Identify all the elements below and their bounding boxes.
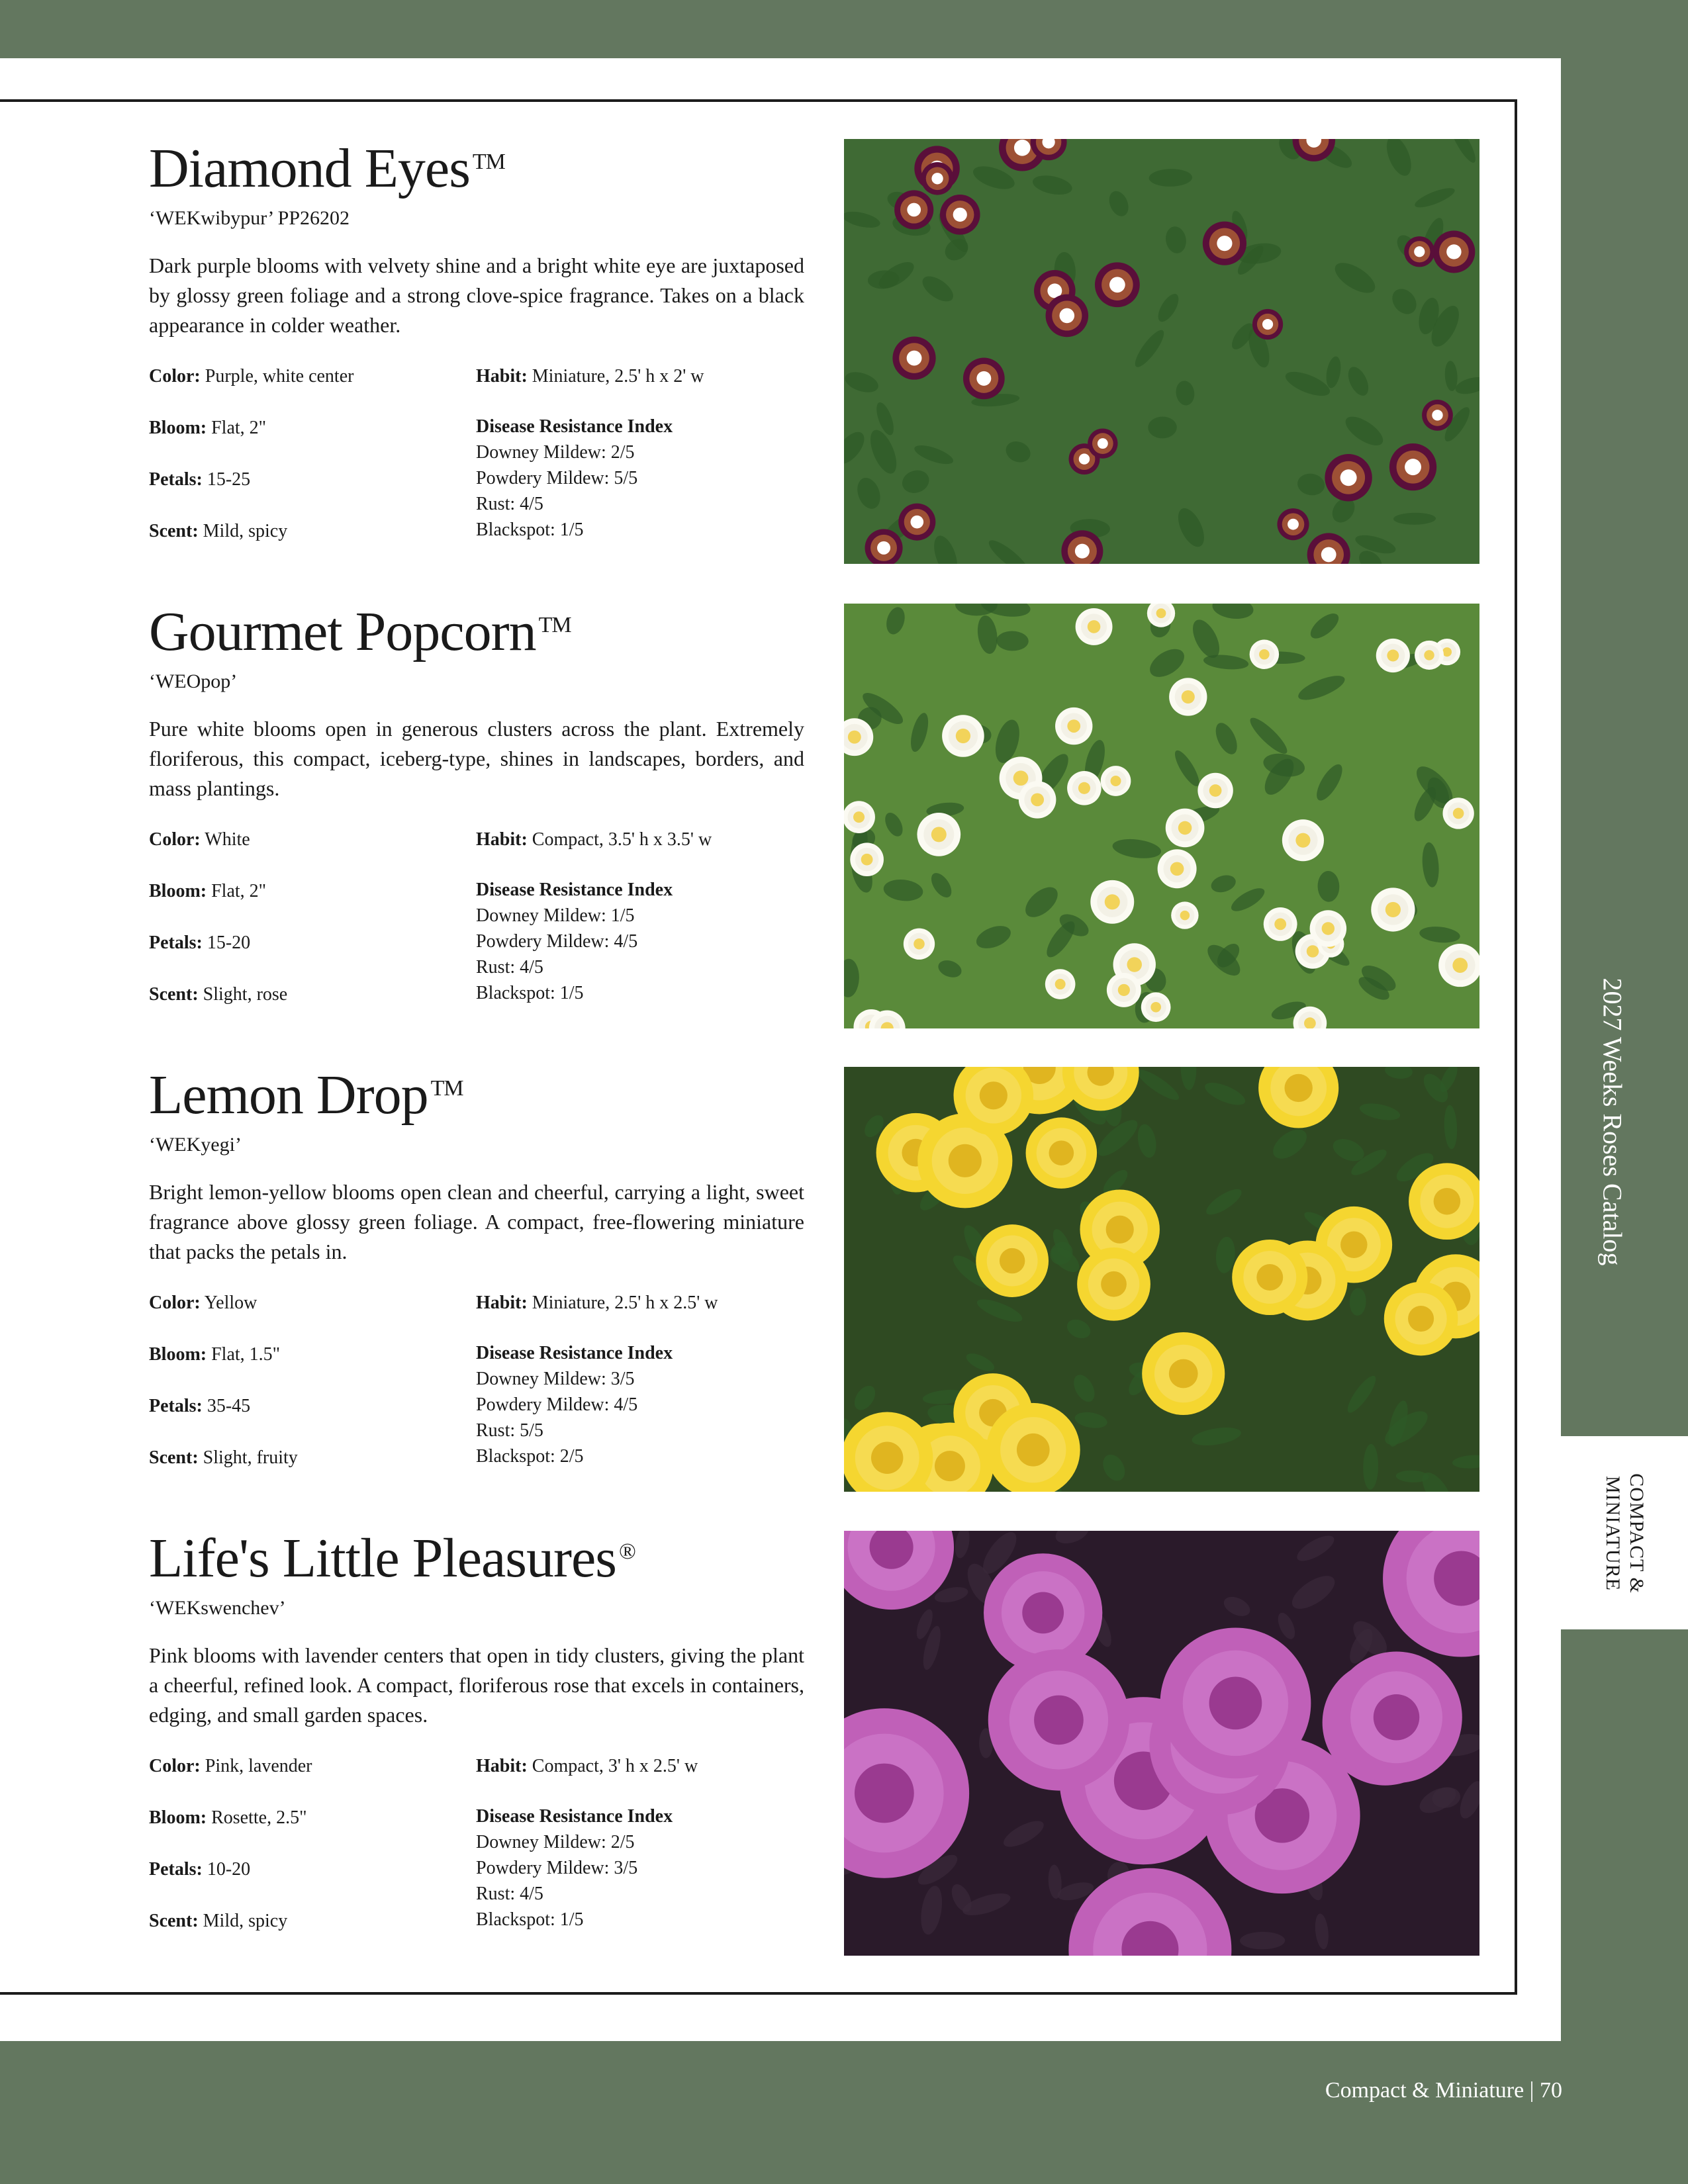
dri-downey: Downey Mildew: 1/5 [476, 905, 635, 926]
dri-rust: Rust: 4/5 [476, 494, 543, 514]
rose-description: Pure white blooms open in generous clusters across the plant. Extremely floriferous, this compact, iceberg-type, shines in landscapes, borders, and mass plantings. [149, 717, 804, 800]
spec-petals: Petals: 35-45 [149, 1396, 251, 1416]
dri-heading: Disease Resistance Index [476, 416, 673, 437]
rose-description: Pink blooms with lavender centers that open in tidy clusters, giving the plant a cheerful, refined look. A compact, floriferous rose that excels in containers, edging, and small garden spaces. [149, 1643, 804, 1727]
disease-resistance-index [476, 1803, 673, 1933]
dri-downey: Downey Mildew: 2/5 [476, 1832, 635, 1852]
rose-photo-image [844, 1531, 1479, 1956]
spec-scent: Scent: Slight, fruity [149, 1447, 298, 1468]
rose-description: Dark purple blooms with velvety shine and a bright white eye are juxtaposed by glossy green foliage and a strong clove-spice fragrance. Takes on a black appearance in colder weather. [149, 253, 804, 337]
rose-entry [149, 1062, 804, 1486]
rose-code: ‘WEOpop’ [149, 670, 238, 692]
disease-resistance-index [476, 414, 673, 543]
rose-photo [844, 1531, 1479, 1956]
rose-photo-image [844, 604, 1479, 1028]
spec-petals: Petals: 15-25 [149, 469, 251, 490]
page-footer: Compact & Miniature | 70 [1325, 2078, 1562, 2103]
disease-resistance-index [476, 1340, 673, 1469]
spec-color: Color: Yellow [149, 1293, 258, 1313]
trademark-mark: TM [430, 1076, 463, 1101]
dri-heading: Disease Resistance Index [476, 880, 673, 900]
dri-downey: Downey Mildew: 2/5 [476, 442, 635, 463]
spec-bloom: Bloom: Flat, 2" [149, 881, 267, 901]
rose-photo [844, 604, 1479, 1028]
trademark-mark: TM [472, 150, 505, 174]
rose-photo [844, 1067, 1479, 1492]
dri-powdery: Powdery Mildew: 5/5 [476, 468, 638, 488]
spec-color: Color: Pink, lavender [149, 1756, 312, 1776]
rose-name: Life's Little Pleasures ® [149, 1527, 635, 1589]
rose-photo-image [844, 139, 1479, 564]
rose-code: ‘WEKwibypur’ PP26202 [149, 207, 350, 229]
dri-rust: Rust: 4/5 [476, 957, 543, 978]
dri-heading: Disease Resistance Index [476, 1343, 673, 1363]
dri-powdery: Powdery Mildew: 4/5 [476, 931, 638, 952]
dri-rust: Rust: 5/5 [476, 1420, 543, 1441]
spec-habit: Habit: Compact, 3' h x 2.5' w [476, 1756, 698, 1776]
rose-entry [149, 1525, 804, 1949]
spec-color: Color: Purple, white center [149, 366, 354, 387]
spec-habit: Habit: Compact, 3.5' h x 3.5' w [476, 829, 712, 850]
spec-bloom: Bloom: Rosette, 2.5" [149, 1807, 307, 1828]
dri-blackspot: Blackspot: 1/5 [476, 520, 584, 540]
disease-resistance-index [476, 877, 673, 1006]
dri-blackspot: Blackspot: 2/5 [476, 1446, 584, 1467]
rose-name: Gourmet Popcorn ™ [149, 601, 571, 662]
rose-code: ‘WEKswenchev’ [149, 1597, 286, 1619]
dri-heading: Disease Resistance Index [476, 1806, 673, 1827]
rose-photo-image [844, 1067, 1479, 1492]
spec-habit: Habit: Miniature, 2.5' h x 2' w [476, 366, 704, 387]
section-tab-label-wrap [1594, 1471, 1655, 1596]
catalog-vertical-label: 2027 Weeks Roses Catalog [1597, 978, 1628, 1266]
dri-powdery: Powdery Mildew: 3/5 [476, 1858, 638, 1878]
spec-scent: Scent: Mild, spicy [149, 1911, 288, 1931]
spec-color: Color: White [149, 829, 250, 850]
rose-name: Lemon Drop ™ [149, 1064, 463, 1126]
spec-scent: Scent: Slight, rose [149, 984, 288, 1005]
dri-rust: Rust: 4/5 [476, 1884, 543, 1904]
spec-bloom: Bloom: Flat, 1.5" [149, 1344, 281, 1365]
spec-petals: Petals: 15-20 [149, 933, 251, 953]
rose-description: Bright lemon-yellow blooms open clean and cheerful, carrying a light, sweet fragrance above glossy green foliage. A compact, free-flowering miniature that packs the petals in. [149, 1180, 804, 1263]
spec-habit: Habit: Miniature, 2.5' h x 2.5' w [476, 1293, 718, 1313]
rose-name: Diamond Eyes ™ [149, 138, 505, 199]
rose-code: ‘WEKyegi’ [149, 1134, 242, 1156]
dri-blackspot: Blackspot: 1/5 [476, 1909, 584, 1930]
rose-entry [149, 136, 804, 559]
section-tab-label: COMPACT & MINIATURE [1602, 1473, 1648, 1594]
spec-bloom: Bloom: Flat, 2" [149, 418, 267, 438]
spec-petals: Petals: 10-20 [149, 1859, 251, 1880]
rose-photo [844, 139, 1479, 564]
dri-downey: Downey Mildew: 3/5 [476, 1369, 635, 1389]
spec-scent: Scent: Mild, spicy [149, 521, 288, 541]
trademark-mark: ® [618, 1539, 635, 1564]
rose-entry [149, 599, 804, 1023]
dri-powdery: Powdery Mildew: 4/5 [476, 1394, 638, 1415]
dri-blackspot: Blackspot: 1/5 [476, 983, 584, 1003]
trademark-mark: TM [538, 613, 571, 637]
